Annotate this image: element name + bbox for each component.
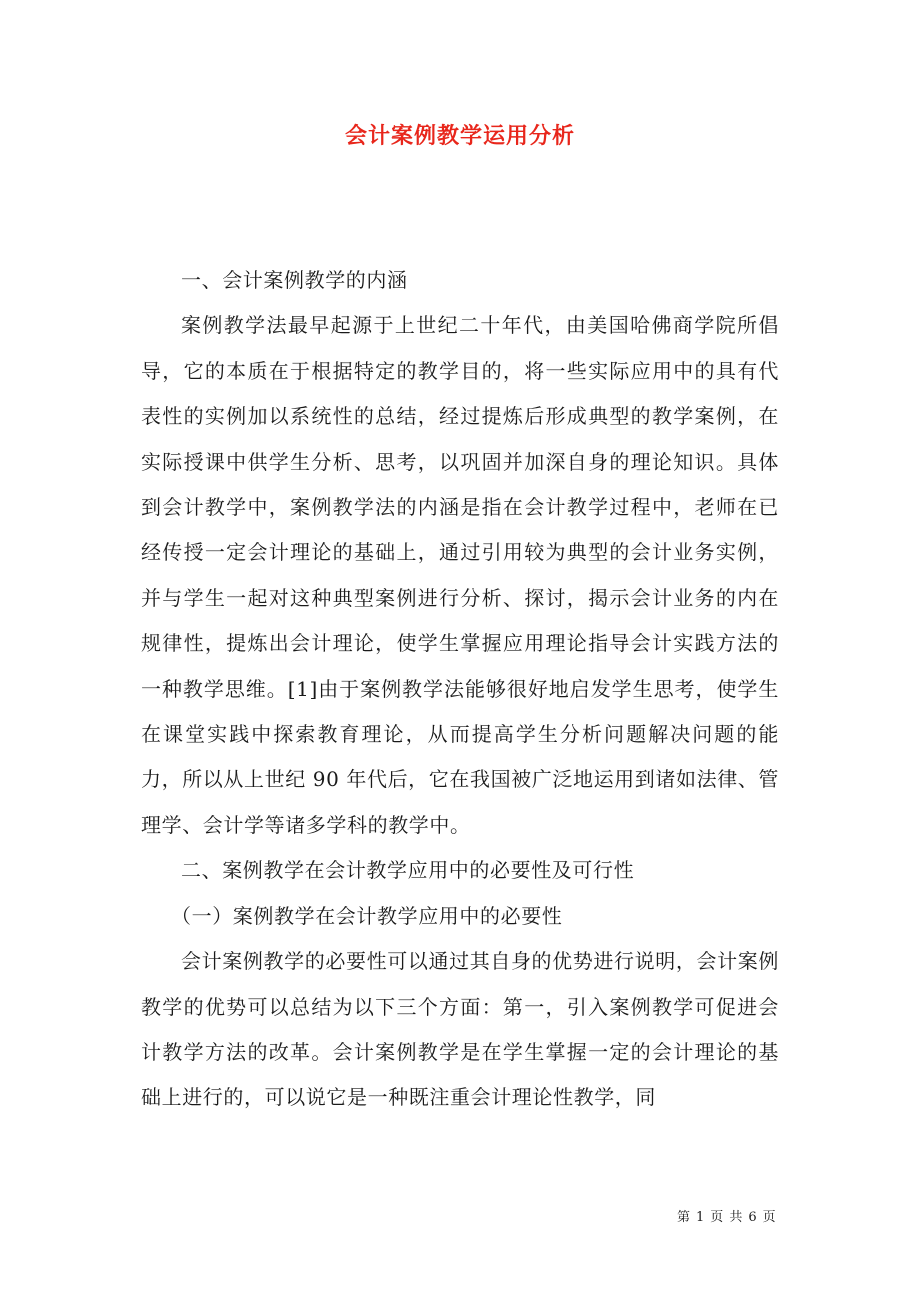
footer-total-pages: 6 bbox=[748, 1210, 758, 1225]
footer-label-total: 共 bbox=[729, 1210, 744, 1225]
footer-label-total-unit: 页 bbox=[762, 1210, 777, 1225]
document-title: 会计案例教学运用分析 bbox=[344, 123, 575, 149]
body-paragraph-1: 案例教学法最早起源于上世纪二十年代，由美国哈佛商学院所倡导，它的本质在于根据特定的教学目的，将一些实际应用中的具有代表性的实例加以系统性的总结，经过提炼后形成典型的教学案例，在实际授课中供学生分析、思考，以巩固并加深自身的理论知识。具体到会计教学中，案例教学法的内涵是指在会计教学过程中，老师在已经传授一定会计理论的基础上，通过引用较为典型的会计业务实例，并与学生一起对这种典型案例进行分析、探讨，揭示会计业务的内在规律性，提炼出会计理论，使学生掌握应用理论指导会计实践方法的一种教学思维。[1]由于案例教学法能够很好地启发学生思考，使学生在课堂实践中探索教育理论，从而提高学生分析问题解决问题的能力，所以从上世纪 90 年代后，它在我国被广泛地运用到诸如法律、管理学、会计学等诸多学科的教学中。 bbox=[141, 313, 779, 837]
page-number-footer bbox=[677, 1209, 777, 1227]
section-heading-2: 二、案例教学在会计教学应用中的必要性及可行性 bbox=[181, 858, 635, 883]
subsection-heading-2-1: （一）案例教学在会计教学应用中的必要性 bbox=[171, 903, 563, 928]
document-body bbox=[141, 258, 779, 1121]
footer-current-page: 1 bbox=[696, 1210, 706, 1225]
footer-label-page-unit: 页 bbox=[710, 1210, 725, 1225]
body-paragraph-2: 会计案例教学的必要性可以通过其自身的优势进行说明，会计案例教学的优势可以总结为以下三个方面：第一，引入案例教学可促进会计教学方法的改革。会计案例教学是在学生掌握一定的会计理论的基础上进行的，可以说它是一种既注重会计理论性教学，同 bbox=[141, 949, 779, 1110]
section-heading-1: 一、会计案例教学的内涵 bbox=[181, 268, 408, 292]
footer-label-page: 第 bbox=[677, 1210, 692, 1225]
